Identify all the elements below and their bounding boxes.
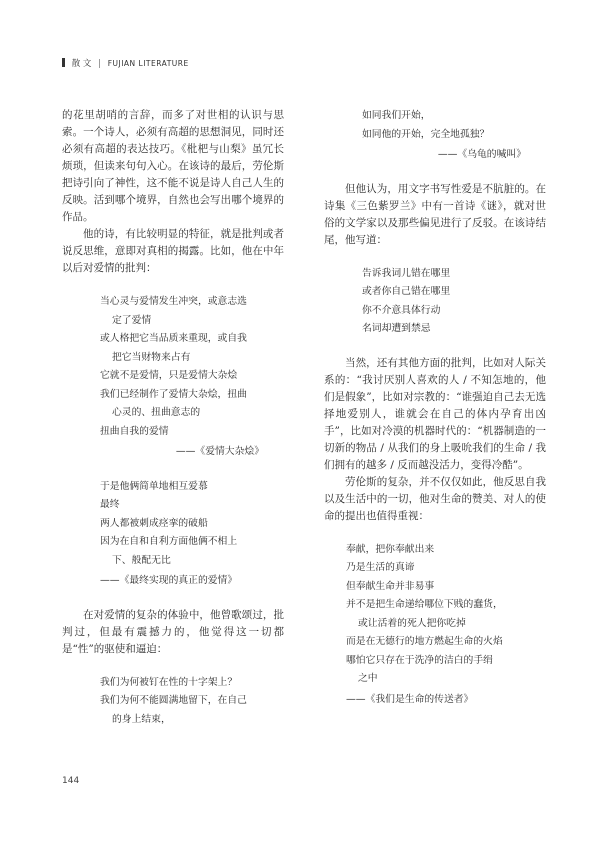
poem-line: 定了爱情 [112,314,152,326]
poem-quote [100,478,284,591]
poem-line: 下、般配无比 [112,554,171,566]
poem-line: 或者你自己错在哪里 [362,286,451,297]
poem-line: 把它当财物来占有 [112,351,191,363]
poem-quote [362,265,546,339]
paragraph: 的花里胡哨的言辞，而多了对世相的认识与思索。一个诗人，必须有高超的思想洞见，同时还必须有高超的表达技巧。《枇杷与山梨》虽冗长烦琐，但读来句句入心。在该诗的最后，劳伦斯把诗引向了神性，这不能不说是诗人自己人生的反映。活到哪个境界，自然也会写出哪个境界的作品。 [62,109,284,223]
poem-line: 于是他俩简单地相互爱慕 [100,480,208,492]
paragraph: 但他认为，用文字书写性爱是不肮脏的。在诗集《三色紫罗兰》中有一首诗《谜》，就对世俗的文学家以及那些偏见进行了反驳。在该诗结尾，他写道： [324,182,546,246]
poem-quote [100,293,284,462]
paragraph: 他的诗，有比较明显的特征，就是批判或者说反思维，意即对真相的揭露。比如，他在中年以后对爱情的批判： [62,228,284,274]
page-number: 144 [62,776,80,786]
poem-line: 哪怕它只存在于洗净的洁白的手绢 [346,654,493,666]
poem-line: 我们为何不能圆满地留下，在自己 [100,695,247,706]
paragraph: 劳伦斯的复杂，并不仅仅如此，他反思自我以及生活中的一切，他对生命的赞美、对人的使命的提出也值得重视： [324,475,546,522]
header-separator: | [98,59,101,69]
header-bar-icon [62,58,65,67]
poem-line: 心灵的、扭曲意志的 [112,407,201,418]
poem-line: 名词却遭到禁忌 [362,323,431,334]
poem-line: 告诉我词儿错在哪里 [362,267,451,279]
poem-line: 并不是把生命递给哪位下贱的蠢货， [346,599,503,610]
paragraph: 当然，还有其他方面的批判，比如对人际关系的：“我讨厌别人喜欢的人 / 不知怎地的，他们是假象”，比如对宗教的：“谁强迫自己去无选择地爱别人，谁就会在自己的体内孕育出凶手”，比如对冷漠的机器时代的：“机器制造的一切新的物品 / 从我们的身上吸吮我们的生命 / 我们拥有的越多 / 反而越没活力，变得冷酷”。 [324,356,546,471]
poem-quote [346,541,546,710]
poem-line: 或人格把它当品质来重现，或自我 [100,333,247,344]
poem-line: 我们已经制作了爱情大杂烩，扭曲 [100,388,247,400]
running-header [62,57,189,69]
poem-line: 扭曲自我的爱情 [100,425,169,437]
header-section: 散 文 [71,59,92,69]
poem-source: ——《最终实现的真正的爱情》 [100,575,238,586]
poem-line: 它就不是爱情，只是爱情大杂烩 [100,370,238,381]
poem-quote [100,674,284,730]
poem-line: 或让活着的死人把你吃掉 [358,617,466,629]
poem-line: 我们为何被钉在性的十字架上？ [100,676,238,688]
poem-line: 两人都被刺成痉挛的破船 [100,517,208,529]
poem-line: 但奉献生命并非易事 [346,580,435,592]
poem-line: 而是在无德行的地方燃起生命的火焰 [346,636,503,647]
poem-line: 最终 [100,499,120,510]
poem-line: 乃是生活的真谛 [346,562,415,573]
poem-line: 你不介意具体行动 [362,304,441,316]
poem-source: ——《爱情大杂烩》 [175,446,264,457]
poem-line: 之中 [358,673,378,684]
poem-source: ——《乌龟的喊叫》 [437,149,526,160]
poem-line: 如同他的开始，完全地孤独？ [362,128,490,140]
poem-line: 如同我们开始， [362,110,431,121]
poem-quote [362,107,546,165]
paragraph: 在对爱情的复杂的体验中，他曾歌颂过，批判过，但最有震撼力的，他觉得这一切都是“性”的驱使和逼迫： [62,608,284,655]
right-column [324,107,546,725]
header-journal: FUJIAN LITERATURE [107,59,189,68]
poem-line: 奉献，把你奉献出来 [346,543,435,555]
left-column [62,107,284,745]
poem-line: 当心灵与爱情发生冲突，或意志选 [100,296,247,307]
poem-line: 的身上结束， [112,713,171,725]
poem-line: 因为在自和自利方面他俩不相上 [100,536,238,547]
poem-source: ——《我们是生命的传送者》 [346,693,474,705]
